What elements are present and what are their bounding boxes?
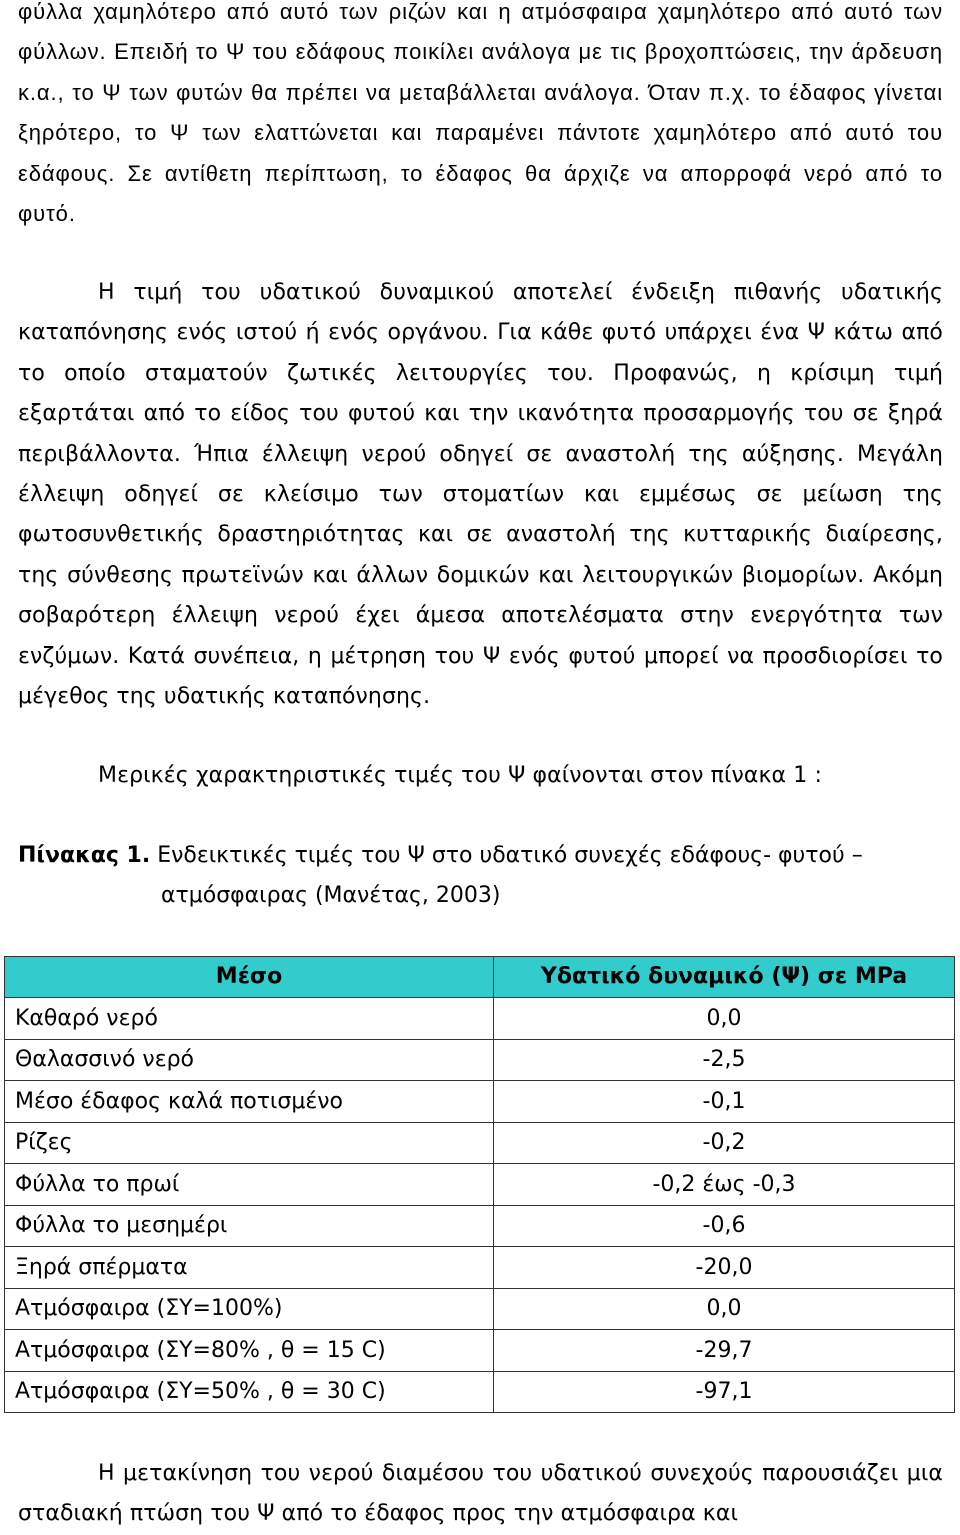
table-row — [5, 1330, 955, 1372]
table-row — [5, 1122, 955, 1164]
table-header-row — [5, 957, 955, 998]
table-cell-value: -0,2 έως -0,3 — [494, 1164, 955, 1206]
table-row — [5, 1205, 955, 1247]
table-cell-value: -0,6 — [494, 1205, 955, 1247]
table-cell-medium: Ατμόσφαιρα (ΣΥ=50% , θ = 30 C) — [5, 1371, 494, 1413]
water-potential-table — [4, 956, 955, 1413]
table-row — [5, 1288, 955, 1330]
table-cell-medium: Θαλασσινό νερό — [5, 1039, 494, 1081]
paragraph-plant-water-potential-gradient: φύλλα χαμηλότερο από αυτό των ριζών και η ατμόσφαιρα χαμηλότερο από αυτό των φύλλων. Επειδή το Ψ του εδάφους ποικίλει ανάλογα με τις βροχοπτώσεις, την άρδευση κ.α., το Ψ των φυτών θα πρέπει να μεταβάλλεται ανάλογα. Όταν π.χ. το έδαφος γίνεται ξηρότερο, το Ψ των ελαττώνεται και παραμένει πάντοτε χαμηλότερο από αυτό του εδάφους. Σε αντίθετη περίπτωση, το έδαφος θα άρχιζε να απορροφά νερό από το φυτό. — [18, 0, 943, 227]
table-header-water-potential: Υδατικό δυναμικό (Ψ) σε MPa — [494, 957, 955, 998]
table-cell-value: -20,0 — [494, 1247, 955, 1289]
table-cell-medium: Μέσο έδαφος καλά ποτισμένο — [5, 1081, 494, 1123]
table-cell-medium: Ατμόσφαιρα (ΣΥ=100%) — [5, 1288, 494, 1330]
paragraph-water-movement: Η μετακίνηση του νερού διαμέσου του υδατικού συνεχούς παρουσιάζει μια σταδιακή πτώση του Ψ από το έδαφος προς την ατμόσφαιρα και — [18, 1461, 943, 1527]
table-cell-medium: Καθαρό νερό — [5, 998, 494, 1040]
table-row — [5, 1081, 955, 1123]
table-cell-medium: Φύλλα το μεσημέρι — [5, 1205, 494, 1247]
table-caption-line2: ατμόσφαιρας (Μανέτας, 2003) — [161, 883, 501, 909]
table-caption — [18, 836, 943, 917]
table-row — [5, 1039, 955, 1081]
table-header-medium: Μέσο — [5, 957, 494, 998]
table-caption-label: Πίνακας 1. — [18, 843, 151, 868]
table-cell-medium: Ξηρά σπέρματα — [5, 1247, 494, 1289]
table-cell-value: -0,1 — [494, 1081, 955, 1123]
paragraph-table-intro: Μερικές χαρακτηριστικές τιμές του Ψ φαίνονται στον πίνακα 1 : — [98, 763, 822, 788]
table-cell-value: -97,1 — [494, 1371, 955, 1413]
table-cell-value: -2,5 — [494, 1039, 955, 1081]
table-row — [5, 1247, 955, 1289]
table-row — [5, 1164, 955, 1206]
paragraph-water-stress: Η τιμή του υδατικού δυναμικού αποτελεί ένδειξη πιθανής υδατικής καταπόνησης ενός ιστού ή ενός οργάνου. Για κάθε φυτό υπάρχει ένα Ψ κάτω από το οποίο σταματούν ζωτικές λειτουργίες του. Προφανώς, η κρίσιμη τιμή εξαρτάται από το είδος του φυτού και την ικανότητα προσαρμογής του σε ξηρά περιβάλλοντα. Ήπια έλλειψη νερού οδηγεί σε αναστολή της αύξησης. Μεγάλη έλλειψη οδηγεί σε κλείσιμο των στοματίων και εμμέσως σε μείωση της φωτοσυνθετικής δραστηριότητας και σε αναστολή της κυτταρικής διαίρεσης, της σύνθεσης πρωτεϊνών και άλλων δομικών και λειτουργικών βιομορίων. Ακόμη σοβαρότερη έλλειψη νερού έχει άμεσα αποτελέσματα στην ενεργότητα των ενζύμων. Κατά συνέπεια, η μέτρηση του Ψ ενός φυτού μπορεί να προσδιορίσει το μέγεθος της υδατικής καταπόνησης. — [18, 280, 943, 710]
table-row — [5, 998, 955, 1040]
table-cell-value: -0,2 — [494, 1122, 955, 1164]
table-cell-value: -29,7 — [494, 1330, 955, 1372]
table-cell-medium: Ατμόσφαιρα (ΣΥ=80% , θ = 15 C) — [5, 1330, 494, 1372]
table-cell-value: 0,0 — [494, 1288, 955, 1330]
table-cell-medium: Ρίζες — [5, 1122, 494, 1164]
table-caption-line1: Ενδεικτικές τιμές του Ψ στο υδατικό συνεχές εδάφους- φυτού – — [150, 843, 863, 868]
table-row — [5, 1371, 955, 1413]
table-cell-medium: Φύλλα το πρωί — [5, 1164, 494, 1206]
table-cell-value: 0,0 — [494, 998, 955, 1040]
